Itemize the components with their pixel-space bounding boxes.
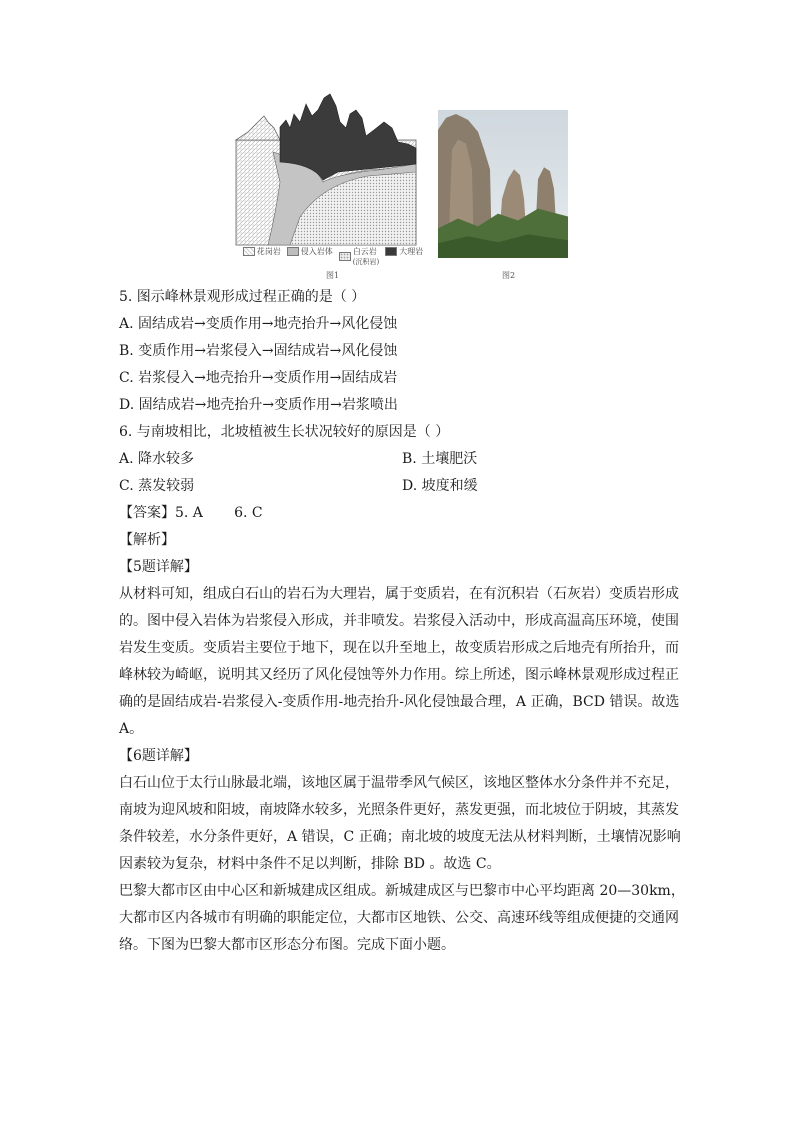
granite-peak bbox=[236, 116, 280, 140]
legend-item-marble: 大理岩 bbox=[385, 246, 423, 257]
q6-option-b: B. 土壤肥沃 bbox=[402, 451, 478, 467]
question-body bbox=[119, 284, 685, 959]
figure1-legend bbox=[228, 246, 438, 267]
legend-item-granite: 花岗岩 bbox=[243, 246, 281, 257]
detail5-paragraph: 从材料可知，组成白石山的岩石为大理岩，属于变质岩，在有沉积岩（石灰岩）变质岩形成 的。图中侵入岩体为岩浆侵入形成，并非喷发。岩浆侵入活动中，形成高温高压环境，使围 岩发生变质。变质岩主要位于地下，现在以升至地上，故变质岩形成之后地壳有所抬升，而 峰林较为崎岖，说明其又经历了风化侵蚀等外力作用。综上所述，图示峰林景观形成过程正 确的是固结成岩-岩浆侵入-变质作用-地壳抬升-风化侵蚀最合理，A 正确，BCD 错误。故选 A。 bbox=[119, 586, 680, 737]
q5-option-b: B. 变质作用→岩浆侵入→固结成岩→风化侵蚀 bbox=[119, 343, 398, 359]
q6-option-d: D. 坡度和缓 bbox=[402, 478, 478, 494]
analysis-heading: 【解析】 bbox=[119, 532, 175, 548]
legend-item-dolomite: 白云岩 (沉积岩) bbox=[339, 246, 379, 267]
intro-paragraph: 巴黎大都市区由中心区和新城建成区组成。新城建成区与巴黎市中心平均距离 20—30km， 大都市区内各城市有明确的职能定位，大都市区地铁、公交、高速环线等组成便捷的交通网 络。下图为巴黎大都市区形态分布图。完成下面小题。 bbox=[119, 883, 685, 953]
figure2-caption: 图2 bbox=[502, 271, 516, 280]
detail6-heading: 【6题详解】 bbox=[119, 748, 198, 764]
q6-options-row-1 bbox=[119, 446, 679, 473]
dolomite-swatch-icon bbox=[339, 252, 351, 261]
rock-peak-photo bbox=[438, 110, 568, 258]
intrusive-swatch-icon bbox=[287, 247, 299, 256]
answer-line: 【答案】5. A 6. C bbox=[119, 505, 263, 521]
granite-swatch-icon bbox=[243, 247, 255, 256]
legend-item-intrusive: 侵入岩体 bbox=[287, 246, 333, 257]
detail5-heading: 【5题详解】 bbox=[119, 559, 198, 575]
detail6-paragraph: 白石山位于太行山脉最北端，该地区属于温带季风气候区，该地区整体水分条件并不充足， 南坡为迎风坡和阳坡，南坡降水较多，光照条件更好，蒸发更强，而北坡位于阴坡，其蒸发 条件较差，水分条件更好，A 错误，C 正确；南北坡的坡度无法从材料判断，土壤情况影响 因素较为复杂，材料中条件不足以判断，排除 BD 。故选 C。 bbox=[119, 775, 681, 872]
q5-option-a: A. 固结成岩→变质作用→地壳抬升→风化侵蚀 bbox=[119, 316, 398, 332]
q5-stem: 5. 图示峰林景观形成过程正确的是（ ） bbox=[119, 289, 366, 305]
q6-options-row-2 bbox=[119, 473, 679, 500]
q5-option-c: C. 岩浆侵入→地壳抬升→变质作用→固结成岩 bbox=[119, 370, 398, 386]
q6-stem: 6. 与南坡相比，北坡植被生长状况较好的原因是（ ） bbox=[119, 424, 450, 440]
q6-option-a: A. 降水较多 bbox=[119, 451, 195, 467]
q5-option-d: D. 固结成岩→地壳抬升→变质作用→岩浆喷出 bbox=[119, 397, 398, 413]
marble-swatch-icon bbox=[385, 247, 397, 256]
q6-option-c: C. 蒸发较弱 bbox=[119, 478, 195, 494]
figure1-caption: 图1 bbox=[326, 271, 340, 280]
